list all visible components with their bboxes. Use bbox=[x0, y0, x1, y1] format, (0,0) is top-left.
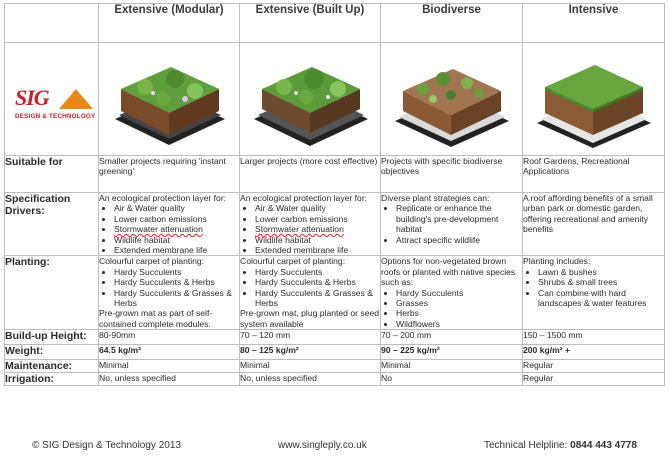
planting-label: Planting: bbox=[5, 256, 99, 330]
maintenance-modular: Minimal bbox=[99, 360, 240, 373]
modular-roof-image bbox=[105, 49, 233, 149]
list-item: • Hardy Succulents & Grasses & Herbs bbox=[114, 288, 239, 309]
list-item: • Replicate or enhance the building's pre-development habitat bbox=[396, 203, 522, 234]
header-intensive: Intensive bbox=[523, 4, 665, 43]
list-item: • Hardy Succulents & Herbs bbox=[255, 277, 380, 287]
maintenance-built-up: Minimal bbox=[240, 360, 381, 373]
suitable-biodiverse bbox=[381, 156, 523, 193]
helpline-number[interactable]: 0844 443 4778 bbox=[570, 440, 637, 451]
irrigation-biodiverse: No bbox=[381, 373, 523, 386]
image-row bbox=[5, 43, 665, 156]
built-up-roof-image bbox=[246, 49, 374, 149]
logo-cell bbox=[5, 43, 99, 156]
buildup-modular: 80-90mm bbox=[99, 330, 240, 345]
weight-biodiverse: 90 – 225 kg/m² bbox=[381, 345, 523, 360]
header-extensive-modular: Extensive (Modular) bbox=[99, 4, 240, 43]
planting-built-up bbox=[240, 256, 381, 330]
list-item: • Wildlife habitat bbox=[255, 235, 380, 245]
buildup-biodiverse: 70 – 200 mm bbox=[381, 330, 523, 345]
maintenance-row bbox=[5, 360, 665, 373]
sig-logo bbox=[15, 85, 96, 129]
spec-built-up-list bbox=[240, 203, 380, 255]
suitable-row bbox=[5, 156, 665, 193]
irrigation-row bbox=[5, 373, 665, 386]
planting-intensive-list bbox=[523, 267, 664, 309]
spec-intensive: A roof affording benefits of a small urban park or domestic garden, offering recreational and amenity benefits bbox=[523, 193, 665, 256]
buildup-built-up: 70 – 120 mm bbox=[240, 330, 381, 345]
planting-built-up-intro: Colourful carpet of planting: bbox=[240, 256, 346, 267]
weight-label: Weight: bbox=[5, 345, 99, 360]
spec-modular bbox=[99, 193, 240, 256]
planting-modular bbox=[99, 256, 240, 330]
biodiverse-image-cell bbox=[381, 43, 523, 156]
spec-biodiverse-intro: Diverse plant strategies can: bbox=[381, 193, 490, 203]
weight-row bbox=[5, 345, 665, 360]
list-item: • Lower carbon emissions bbox=[114, 214, 239, 224]
logo-mark: SIG bbox=[15, 85, 49, 110]
logo-subtitle: DESIGN & TECHNOLOGY bbox=[15, 113, 96, 120]
planting-built-up-note: Pre-grown mat, plug planted or seed system available bbox=[240, 308, 380, 329]
spec-modular-list bbox=[99, 203, 239, 255]
planting-intensive bbox=[523, 256, 665, 330]
suitable-built-up: Larger projects (more cost effective) bbox=[240, 156, 381, 193]
list-item: • Lower carbon emissions bbox=[255, 214, 380, 224]
list-item: • Herbs bbox=[396, 308, 522, 318]
footer-website[interactable]: www.singleply.co.uk bbox=[278, 440, 367, 451]
weight-modular: 64.5 kg/m² bbox=[99, 345, 240, 360]
intensive-image-cell bbox=[523, 43, 665, 156]
list-item: • Wildlife habitat bbox=[114, 235, 239, 245]
planting-row bbox=[5, 256, 665, 330]
list-item: • Hardy Succulents & Grasses & Herbs bbox=[255, 288, 380, 309]
green-roof-comparison-table bbox=[4, 3, 665, 386]
list-item: • Grasses bbox=[396, 298, 522, 308]
buildup-intensive: 150 – 1500 mm bbox=[523, 330, 665, 345]
list-item: • Shrubs & small trees bbox=[538, 277, 664, 287]
buildup-row bbox=[5, 330, 665, 345]
suitable-biodiverse-text: Projects with specific biodiverse objectives bbox=[381, 156, 503, 177]
list-item: • Extended membrane life bbox=[255, 245, 380, 255]
suitable-modular: Smaller projects requiring 'instant greening' bbox=[99, 156, 240, 193]
list-item: • Can combine with hard landscapes & water features bbox=[538, 288, 664, 309]
spec-biodiverse bbox=[381, 193, 523, 256]
spec-built-up bbox=[240, 193, 381, 256]
maintenance-biodiverse: Minimal bbox=[381, 360, 523, 373]
list-item: • Lawn & bushes bbox=[538, 267, 664, 277]
irrigation-modular: No, unless specified bbox=[99, 373, 240, 386]
modular-image-cell bbox=[99, 43, 240, 156]
maintenance-intensive: Regular bbox=[523, 360, 665, 373]
planting-intensive-intro: Planting includes: bbox=[523, 256, 591, 267]
header-biodiverse: Biodiverse bbox=[381, 4, 523, 43]
corner-cell bbox=[5, 4, 99, 43]
maintenance-label: Maintenance: bbox=[5, 360, 99, 373]
list-item: • Wildflowers bbox=[396, 319, 522, 329]
weight-built-up: 80 – 125 kg/m² bbox=[240, 345, 381, 360]
intensive-roof-image bbox=[529, 49, 657, 149]
planting-biodiverse-list bbox=[381, 288, 522, 330]
suitable-intensive: Roof Gardens, Recreational Applications bbox=[523, 156, 665, 193]
planting-modular-note: Pre-grown mat as part of self-contained complete modules. bbox=[99, 308, 213, 329]
irrigation-built-up: No, unless specified bbox=[240, 373, 381, 386]
list-item: • Hardy Succulents bbox=[255, 267, 380, 277]
planting-biodiverse-intro: Options for non-vegetated brown roofs or planted with native species such as: bbox=[381, 256, 516, 288]
list-item: • Air & Water quality bbox=[255, 203, 380, 213]
logo-triangle-icon bbox=[59, 89, 93, 109]
helpline-label: Technical Helpline: bbox=[484, 440, 571, 451]
built-up-image-cell bbox=[240, 43, 381, 156]
suitable-label: Suitable for bbox=[5, 156, 99, 193]
list-item: • Hardy Succulents bbox=[114, 267, 239, 277]
list-item: • Stormwater attenuation bbox=[114, 224, 239, 234]
planting-built-up-list bbox=[240, 267, 380, 309]
buildup-label: Build-up Height: bbox=[5, 330, 99, 345]
biodiverse-roof-image bbox=[387, 49, 515, 149]
planting-modular-intro: Colourful carpet of planting: bbox=[99, 256, 205, 267]
spec-row bbox=[5, 193, 665, 256]
footer-copyright: © SIG Design & Technology 2013 bbox=[32, 440, 181, 451]
irrigation-label: Irrigation: bbox=[5, 373, 99, 386]
list-item: • Stormwater attenuation bbox=[255, 224, 380, 234]
spec-built-up-intro: An ecological protection layer for: bbox=[240, 193, 368, 203]
spec-biodiverse-list bbox=[381, 203, 522, 245]
list-item: • Attract specific wildlife bbox=[396, 235, 522, 245]
irrigation-intensive: Regular bbox=[523, 373, 665, 386]
spec-label: Specification Drivers: bbox=[5, 193, 99, 256]
spec-modular-intro: An ecological protection layer for: bbox=[99, 193, 227, 203]
list-item: • Air & Water quality bbox=[114, 203, 239, 213]
planting-modular-list bbox=[99, 267, 239, 309]
header-extensive-built-up: Extensive (Built Up) bbox=[240, 4, 381, 43]
planting-biodiverse bbox=[381, 256, 523, 330]
list-item: • Hardy Succulents & Herbs bbox=[114, 277, 239, 287]
footer-helpline bbox=[484, 440, 637, 451]
header-row bbox=[5, 4, 665, 43]
list-item: • Hardy Succulents bbox=[396, 288, 522, 298]
weight-intensive: 200 kg/m² + bbox=[523, 345, 665, 360]
list-item: • Extended membrane life bbox=[114, 245, 239, 255]
